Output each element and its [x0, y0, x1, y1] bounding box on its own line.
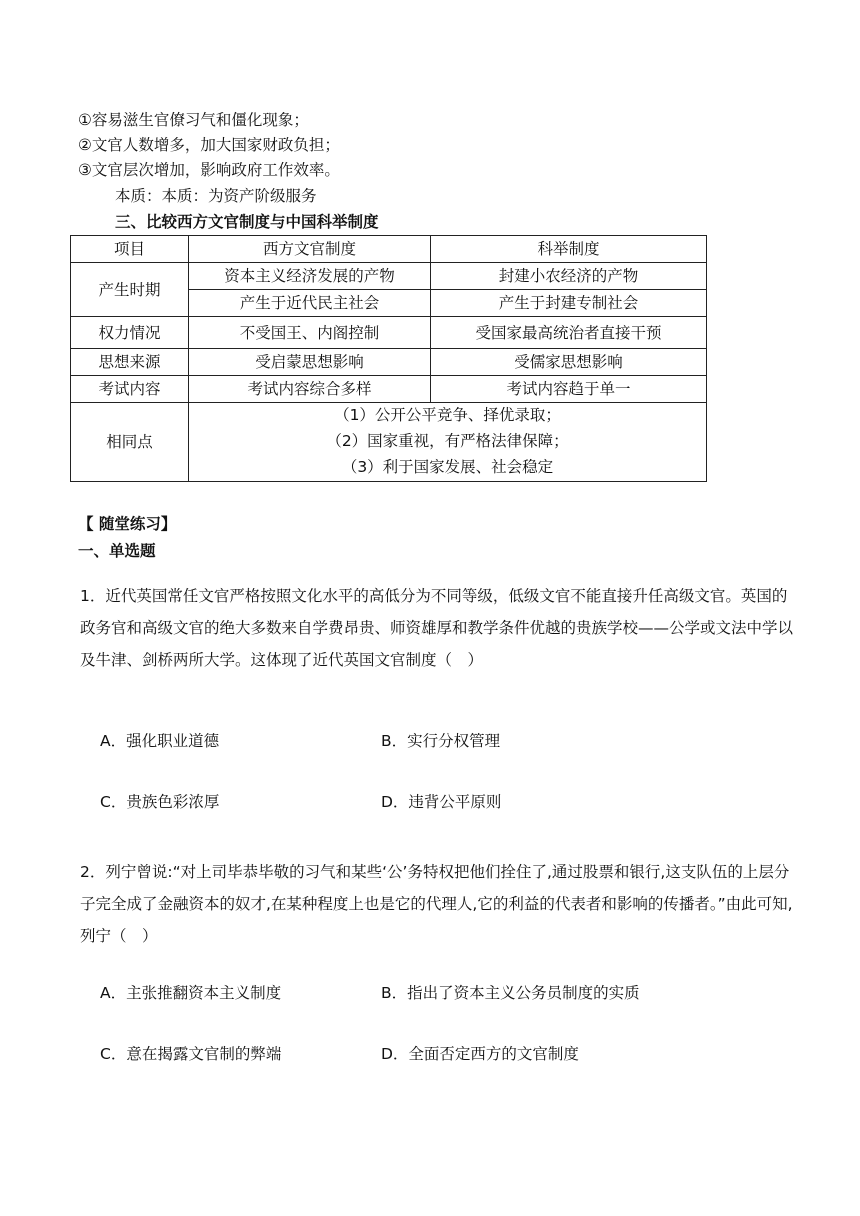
header-item: 项目 [71, 236, 189, 263]
table-row [71, 376, 707, 403]
q2-option-d[interactable]: D．全面否定西方的文官制度 [381, 1045, 579, 1063]
q1-option-b[interactable]: B．实行分权管理 [381, 732, 501, 750]
table-cell: 考试内容趋于单一 [431, 376, 707, 403]
table-cell: 资本主义经济发展的产物 [189, 263, 431, 290]
table-row [71, 263, 707, 290]
table-cell: 不受国王、内阁控制 [189, 317, 431, 349]
row-label: 权力情况 [71, 317, 189, 349]
table-row-same [71, 403, 707, 482]
table-cell: 产生于近代民主社会 [189, 290, 431, 317]
header-keju: 科举制度 [431, 236, 707, 263]
row-label: 考试内容 [71, 376, 189, 403]
same-point-3: （3）利于国家发展、社会稳定 [341, 458, 554, 476]
essence-line: 本质：本质：为资产阶级服务 [115, 187, 317, 205]
table-cell: 考试内容综合多样 [189, 376, 431, 403]
same-points [189, 403, 707, 482]
intro-line-2: ②文官人数增多，加大国家财政负担； [78, 136, 340, 154]
table-cell: 受国家最高统治者直接干预 [431, 317, 707, 349]
table-header-row [71, 236, 707, 263]
same-point-2: （2）国家重视，有严格法律保障； [326, 432, 569, 450]
q1-option-a[interactable]: A．强化职业道德 [100, 732, 220, 750]
question-2-stem: 2．列宁曾说:“对上司毕恭毕敬的习气和某些‘公’务特权把他们拴住了,通过股票和银行,这支队伍的上层分子完全成了金融资本的奴才,在某种程度上也是它的代理人,它的利益的代表者和影响的传播者。”由此可知,列宁（ ） [80, 863, 793, 945]
table-cell: 受启蒙思想影响 [189, 349, 431, 376]
q2-option-b[interactable]: B．指出了资本主义公务员制度的实质 [381, 984, 640, 1002]
section3-title: 三、比较西方文官制度与中国科举制度 [115, 213, 379, 231]
comparison-table [70, 235, 707, 482]
origin-label: 产生时期 [71, 263, 189, 317]
same-point-1: （1）公开公平竞争、择优录取； [334, 406, 561, 424]
question-1-stem: 1．近代英国常任文官严格按照文化水平的高低分为不同等级，低级文官不能直接升任高级文官。英国的政务官和高级文官的绝大多数来自学费昂贵、师资雄厚和教学条件优越的贵族学校——公学或文法中学以及牛津、剑桥两所大学。这体现了近代英国文官制度（ ） [80, 587, 794, 669]
q2-option-a[interactable]: A．主张推翻资本主义制度 [100, 984, 282, 1002]
q1-option-d[interactable]: D．违背公平原则 [381, 793, 502, 811]
header-western: 西方文官制度 [189, 236, 431, 263]
table-row [71, 317, 707, 349]
table-cell: 受儒家思想影响 [431, 349, 707, 376]
single-choice-title: 一、单选题 [78, 542, 156, 560]
same-label: 相同点 [71, 403, 189, 482]
table-cell: 封建小农经济的产物 [431, 263, 707, 290]
row-label: 思想来源 [71, 349, 189, 376]
intro-line-3: ③文官层次增加，影响政府工作效率。 [78, 161, 340, 179]
q1-option-c[interactable]: C．贵族色彩浓厚 [100, 793, 220, 811]
practice-title: 【 随堂练习】 [78, 515, 177, 533]
table-row [71, 349, 707, 376]
table-cell: 产生于封建专制社会 [431, 290, 707, 317]
intro-line-1: ①容易滋生官僚习气和僵化现象； [78, 111, 309, 129]
q2-option-c[interactable]: C．意在揭露文官制的弊端 [100, 1045, 282, 1063]
